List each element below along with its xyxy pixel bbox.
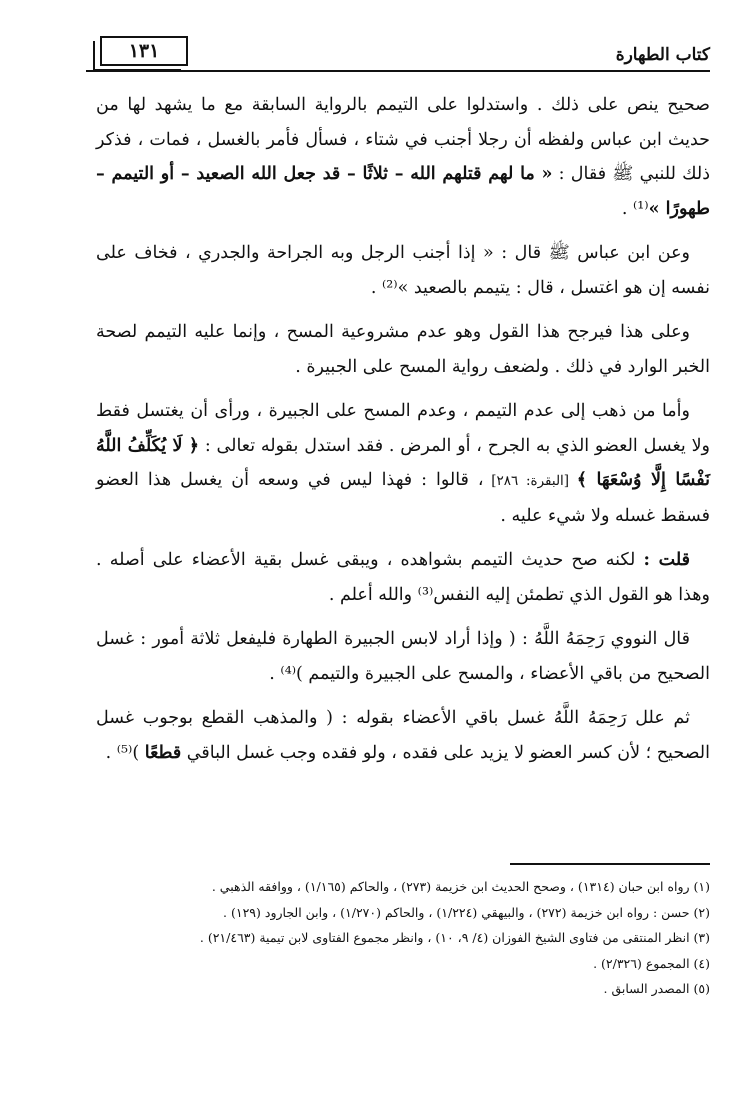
paragraph-7-end: )⁽⁵⁾ . bbox=[105, 742, 145, 763]
paragraph-5-label: قلت : bbox=[643, 550, 690, 570]
footnote-5: (٥) المصدر السابق . bbox=[603, 981, 710, 996]
footnote-separator bbox=[510, 863, 710, 865]
paragraph-7-bold: قطعًا bbox=[144, 742, 182, 763]
paragraph-4-text: وأما من ذهب إلى عدم التيمم ، وعدم المسح على الجبيرة ، ورأى أن يغتسل فقط ولا يغسل العضو الذي به الجرح ، أو المرض . فقد استدل بقوله تعالى : bbox=[96, 401, 710, 456]
footnote-1: (١) رواه ابن حبان (١٣١٤) ، وصحح الحديث ابن خزيمة (٢٧٣) ، والحاكم (١/١٦٥) ، ووافقه الذهبي . bbox=[211, 879, 710, 894]
running-title: كتاب الطهارة bbox=[615, 45, 710, 65]
paragraph-6-text: ( وإذا أراد لابس الجبيرة الطهارة فليفعل ثلاثة أمور : غسل الصحيح من باقي الأعضاء ، والمسح على الجبيرة والتيمم )⁽⁴⁾ . bbox=[96, 629, 710, 684]
footnotes bbox=[96, 874, 710, 1002]
paragraph-4-end: ، قالوا : فهذا ليس في وسعه أن يغسل هذا العضو فسقط غسله ولا شيء عليه . bbox=[96, 470, 710, 526]
quran-verse: ﴿ لَا يُكَلِّفُ اللَّهُ نَفْسًا إِلَّا وُسْعَهَا ﴾ bbox=[96, 435, 711, 490]
page-number: ١٣١ bbox=[100, 36, 188, 66]
footnote-4: (٤) المجموع (٢/٣٢٦) . bbox=[593, 955, 710, 971]
paragraph-7-label: ثم علل رَحِمَهُ اللَّهُ غسل باقي الأعضاء بقوله : bbox=[341, 708, 690, 728]
paragraph-3: وعلى هذا فيرجح هذا القول وهو عدم مشروعية المسح ، وإنما عليه التيمم لصحة الخبر الوارد في ذلك . ولضعف رواية المسح على الجبيرة . bbox=[96, 322, 710, 377]
paragraph-1 bbox=[96, 88, 710, 226]
footnote-2: (٢) حسن : رواه ابن خزيمة (٢٧٢) ، والبيهقي (١/٢٢٤) ، والحاكم (١/٢٧٠) ، وابن الجارود (١٢٩) . bbox=[223, 904, 710, 920]
hadith-quote: « ما لهم قتلهم الله – ثلاثًا – قد جعل الله الصعيد – أو التيمم – طهورًا » bbox=[96, 164, 710, 219]
verse-reference: [البقرة: ٢٨٦] bbox=[483, 473, 577, 489]
paragraph-7 bbox=[96, 701, 710, 770]
paragraph-1-text: صحيح ينص على ذلك . واستدلوا على التيمم بالرواية السابقة مع ما يشهد لها من حديث ابن عباس ولفظه أن رجلا أجنب في شتاء ، فسأل فأمر بالغسل ، فمات ، فذكر ذلك للنبي ﷺ فقال : bbox=[96, 95, 710, 184]
paragraph-5 bbox=[96, 543, 710, 612]
main-text bbox=[96, 88, 710, 780]
paragraph-6-label: قال النووي رَحِمَهُ اللَّهُ : bbox=[521, 629, 690, 649]
page-header bbox=[86, 34, 710, 78]
header-rule bbox=[86, 70, 710, 72]
paragraph-5-text: لكنه صح حديث التيمم بشواهده ، ويبقى غسل بقية الأعضاء على أصله . وهذا هو القول الذي تطمئن إليه النفس⁽³⁾ والله أعلم . bbox=[96, 550, 710, 605]
paragraph-6 bbox=[96, 622, 710, 691]
paragraph-1-end: ⁽¹⁾ . bbox=[621, 198, 649, 219]
paragraph-7-text: ( والمذهب القطع بوجوب غسل الصحيح ؛ لأن كسر العضو لا يزيد على فقده ، ولو فقده وجب غسل الباقي bbox=[96, 708, 710, 763]
footnote-3: (٣) انظر المنتقى من فتاوى الشيخ الفوزان (٤/ ٩، ١٠) ، وانظر مجموع الفتاوى لابن تيمية (٢١/٤٦٣) . bbox=[199, 930, 710, 945]
paragraph-4 bbox=[96, 394, 710, 533]
paragraph-2: وعن ابن عباس ﷺ قال : « إذا أجنب الرجل وبه الجراحة والجدري ، فخاف على نفسه إن هو اغتسل ، قال : يتيمم بالصعيد »⁽²⁾ . bbox=[96, 243, 710, 298]
